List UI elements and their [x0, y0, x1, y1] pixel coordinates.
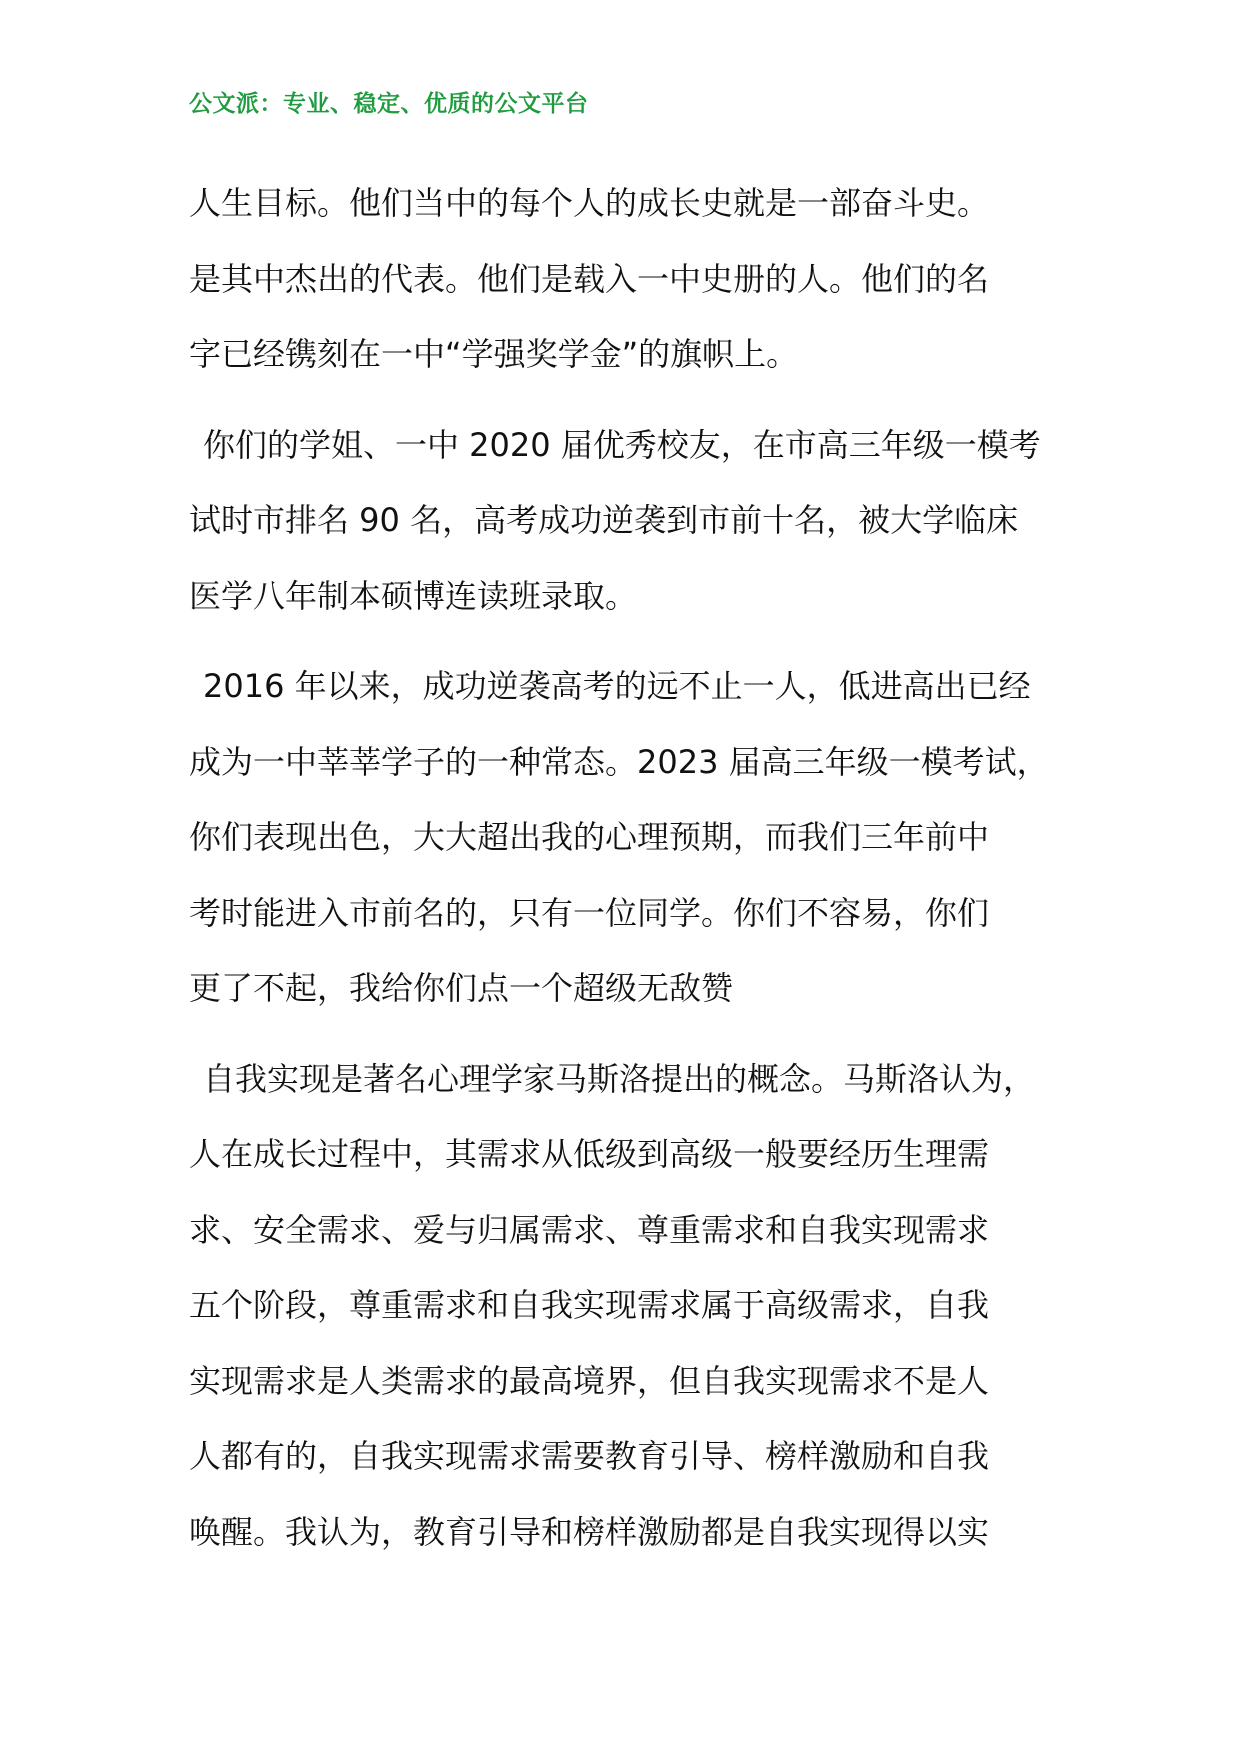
- text-line: 求、安全需求、爱与归属需求、尊重需求和自我实现需求: [189, 1210, 990, 1249]
- text-line: 成为一中莘莘学子的一种常态。2023 届高三年级一模考试，: [189, 742, 1049, 781]
- text-line: 字已经镌刻在一中“学强奖学金”的旗帜上。: [189, 335, 799, 373]
- text-line: 唤醒。我认为，教育引导和榜样激励都是自我实现得以实: [189, 1512, 990, 1551]
- paragraph-2: [189, 408, 1089, 635]
- text-line: 人在成长过程中，其需求从低级到高级一般要经历生理需: [189, 1135, 990, 1173]
- header-title: 公文派：专业、稳定、优质的公文平台: [189, 90, 589, 117]
- text-line: 人都有的，自我实现需求需要教育引导、榜样激励和自我: [189, 1437, 990, 1475]
- text-line: 是其中杰出的代表。他们是载入一中史册的人。他们的名: [189, 259, 990, 298]
- paragraph-gap: [189, 393, 1089, 408]
- text-line: 五个阶段，尊重需求和自我实现需求属于高级需求，自我: [189, 1286, 990, 1324]
- text-line: 自我实现是著名心理学家马斯洛提出的概念。马斯洛认为，: [203, 1059, 1036, 1098]
- text-line: 考时能进入市前名的，只有一位同学。你们不容易，你们: [189, 893, 990, 932]
- paragraph-gap: [189, 634, 1089, 649]
- text-line: 实现需求是人类需求的最高境界，但自我实现需求不是人: [189, 1361, 990, 1400]
- paragraph-3: [189, 649, 1089, 1027]
- text-line: 试时市排名 90 名，高考成功逆袭到市前十名，被大学临床: [189, 501, 1019, 539]
- text-line: 人生目标。他们当中的每个人的成长史就是一部奋斗史。: [189, 184, 990, 222]
- paragraph-1: [189, 166, 1089, 393]
- text-line: 你们表现出色，大大超出我的心理预期，而我们三年前中: [189, 818, 990, 856]
- paragraph-4: [189, 1042, 1089, 1571]
- text-line: 更了不起，我给你们点一个超级无敌赞: [189, 969, 734, 1007]
- text-line: 2016 年以来，成功逆袭高考的远不止一人，低进高出已经: [203, 667, 1031, 705]
- text-line: 你们的学姐、一中 2020 届优秀校友，在市高三年级一模考: [203, 425, 1041, 464]
- document-body: [189, 166, 1089, 1570]
- text-line: 医学八年制本硕博连读班录取。: [189, 576, 638, 615]
- paragraph-gap: [189, 1027, 1089, 1042]
